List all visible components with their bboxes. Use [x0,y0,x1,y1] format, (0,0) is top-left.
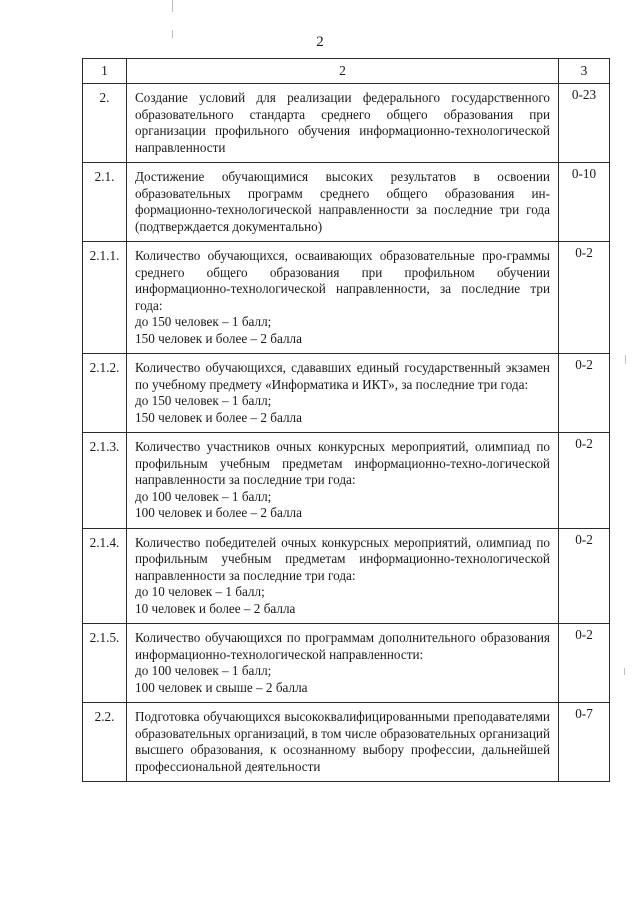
row-score: 0-2 [559,433,610,529]
scoring-line: до 150 человек – 1 балл; [135,314,272,329]
row-score: 0-2 [559,528,610,624]
row-number: 2.1.4. [83,528,127,624]
row-description: Количество обучающихся по программам дополнительного образования информационно-технологической направленности: [135,630,550,662]
row-score: 0-7 [559,703,610,782]
scan-mark [172,30,173,38]
table-row [83,703,610,782]
scoring-line: 150 человек и более – 2 балла [135,330,302,346]
row-description-cell [127,242,559,354]
table-row [83,433,610,529]
table-row [83,242,610,354]
scan-mark [624,668,625,675]
row-description-cell [127,624,559,703]
row-description-cell [127,84,559,163]
row-description: Подготовка обучающихся высококвалифицированными преподавателями образовательных организаций, в том числе образовательных организаций высшего образования, к осознанному выбору профессии, дальнейшей профессиональной деятельности [135,709,550,774]
table-row [83,528,610,624]
scan-mark [625,355,626,364]
page-number: 2 [316,34,324,50]
row-description: Количество обучающихся, осваивающих образовательные про-граммы среднего общего образования при профильном обучении информационно-технологической направленности, за последние три года: [135,248,550,313]
row-number: 2.1.2. [83,354,127,433]
row-score: 0-2 [559,624,610,703]
row-description: Количество участников очных конкурсных мероприятий, олимпиад по профильным учебным предметам информационно-техно-логической направленности за последние три года: [135,439,550,487]
table-row [83,354,610,433]
row-number: 2.2. [83,703,127,782]
row-description: Количество победителей очных конкурсных мероприятий, олимпиад по профильным учебным предметам информационно-технологической направленности за последние три года: [135,534,550,583]
scoring-line: до 100 человек – 1 балл; [135,663,272,678]
row-description-cell [127,163,559,242]
scoring-line: 150 человек и более – 2 балла [135,409,302,425]
header-col-1: 1 [83,59,127,84]
row-number: 2. [83,84,127,163]
row-score: 0-2 [559,354,610,433]
scoring-line: 100 человек и более – 2 балла [135,505,302,520]
row-number: 2.1. [83,163,127,242]
scoring-line: до 100 человек – 1 балл; [135,488,272,504]
scoring-line: до 10 человек – 1 балл; [135,584,265,599]
table-header-row [83,59,610,84]
table-row [83,163,610,242]
header-col-3: 3 [559,59,610,84]
scan-mark [172,0,173,12]
row-score: 0-10 [559,163,610,242]
row-description-cell [127,433,559,529]
row-number: 2.1.1. [83,242,127,354]
scoring-line: до 150 человек – 1 балл; [135,393,272,408]
row-score: 0-23 [559,84,610,163]
table-row [83,624,610,703]
header-col-2: 2 [127,59,559,84]
criteria-table [82,58,610,782]
row-score: 0-2 [559,242,610,354]
table-row [83,84,610,163]
row-description: Количество обучающихся, сдававших единый государственный экзамен по учебному предмету «Информатика и ИКТ», за последние три года: [135,360,550,392]
row-number: 2.1.5. [83,624,127,703]
row-number: 2.1.3. [83,433,127,529]
row-description: Создание условий для реализации федерального государственного образовательного стандарта среднего общего образования при организации профильного обучения информационно-технологической направленности [135,90,550,155]
row-description-cell [127,528,559,624]
row-description-cell [127,703,559,782]
scoring-line: 10 человек и более – 2 балла [135,600,296,616]
row-description-cell [127,354,559,433]
row-description: Достижение обучающимися высоких результатов в освоении образовательных программ среднего общего образования ин-формационно-технологической направленности за последние три года (подтверждается документально) [135,169,550,234]
scoring-line: 100 человек и свыше – 2 балла [135,679,308,695]
